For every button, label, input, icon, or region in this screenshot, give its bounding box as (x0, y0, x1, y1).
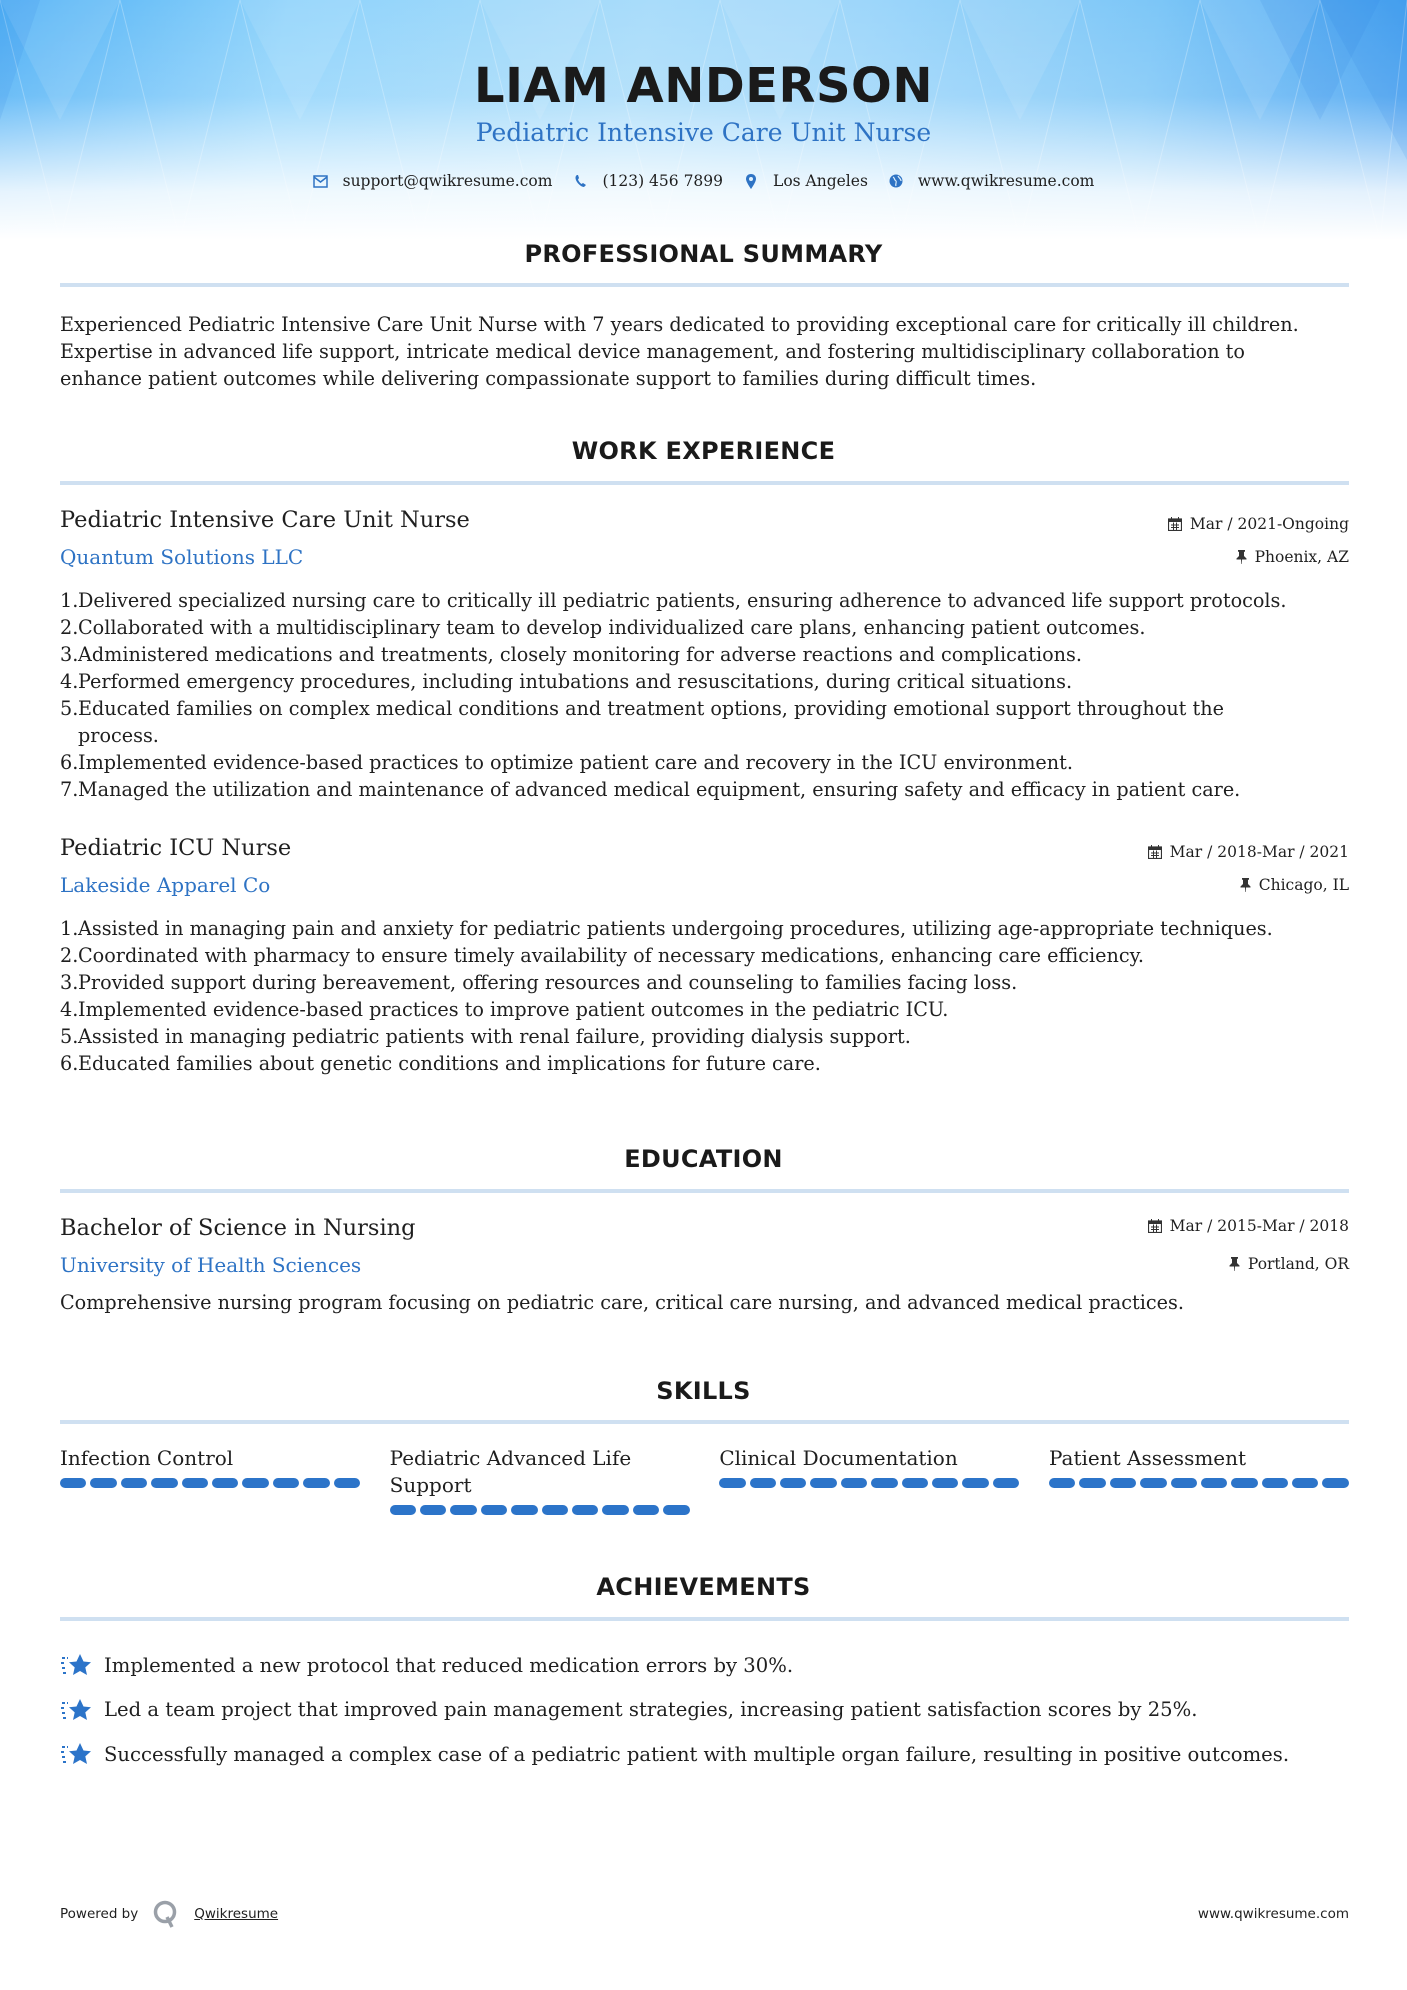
section-heading-experience: WORK EXPERIENCE (571, 437, 836, 465)
list-number: 3. (60, 643, 79, 666)
skill-name-line: Infection Control (60, 1446, 234, 1470)
skill-rating-bar (60, 1478, 360, 1488)
star-icon (60, 1652, 92, 1678)
contact-bar (0, 172, 1407, 190)
list-text: Collaborated with a multidisciplinary team to develop individualized care plans, enhancing patient outcomes. (78, 616, 1146, 639)
list-text-line: Educated families on complex medical conditions and treatment options, providing emotional support throughout the (78, 697, 1224, 720)
summary-line: enhance patient outcomes while delivering compassionate support to families during difficult times. (60, 367, 1037, 390)
contact-location-text: Los Angeles (773, 172, 868, 190)
calendar-icon (1148, 1219, 1162, 1233)
list-item (60, 641, 1355, 668)
list-number: 1. (60, 589, 79, 612)
skill-name-line: Pediatric Advanced Life (389, 1446, 632, 1470)
skill-rating-bar (719, 1478, 1019, 1488)
resume-header (0, 0, 1407, 240)
star-icon (60, 1741, 92, 1767)
list-item (60, 776, 1355, 803)
list-text: Educated families about genetic conditions and implications for future care. (78, 1052, 821, 1075)
envelope-icon (313, 173, 329, 189)
skill-item (60, 1445, 360, 1515)
list-item (60, 614, 1355, 641)
list-number: 2. (60, 944, 79, 967)
list-text: Implemented evidence-based practices to improve patient outcomes in the pediatric ICU. (78, 998, 949, 1021)
contact-email-text: support@qwikresume.com (342, 172, 553, 190)
job-location-text: Chicago, IL (1258, 876, 1349, 894)
list-number: 3. (60, 971, 79, 994)
list-number: 1. (60, 917, 79, 940)
section-divider (60, 1617, 1349, 1621)
job-location (1236, 548, 1349, 566)
school-name: University of Health Sciences (60, 1253, 362, 1277)
achievement-text: Implemented a new protocol that reduced medication errors by 30%. (104, 1653, 794, 1677)
skill-item (719, 1445, 1019, 1515)
list-item (60, 969, 1355, 996)
section-divider (60, 481, 1349, 485)
contact-location (743, 172, 868, 190)
list-number: 5. (60, 1025, 79, 1048)
list-number: 4. (60, 998, 79, 1021)
list-item (60, 915, 1355, 942)
qwikresume-link[interactable]: Qwikresume (194, 1906, 279, 1922)
education-description: Comprehensive nursing program focusing on pediatric care, critical care nursing, and advanced medical practices. (60, 1291, 1184, 1314)
qwikresume-logo-icon (152, 1900, 180, 1928)
education-dates (1148, 1217, 1349, 1235)
achievement-text: Led a team project that improved pain management strategies, increasing patient satisfaction scores by 25%. (104, 1698, 1198, 1722)
achievement-item (60, 1643, 1360, 1688)
section-heading-education: EDUCATION (624, 1145, 783, 1173)
contact-phone-text: (123) 456 7899 (602, 172, 724, 190)
job-company: Quantum Solutions LLC (60, 545, 304, 569)
achievement-item (60, 1732, 1360, 1777)
list-item (60, 587, 1355, 614)
list-number: 6. (60, 1052, 79, 1075)
list-text: Implemented evidence-based practices to optimize patient care and recovery in the ICU environment. (78, 751, 1073, 774)
list-text: Delivered specialized nursing care to critically ill pediatric patients, ensuring adherence to advanced life support protocols. (78, 589, 1287, 612)
candidate-name: LIAM ANDERSON (473, 58, 934, 114)
contact-email[interactable] (313, 172, 553, 190)
footer (60, 1900, 1349, 1928)
pushpin-icon (1236, 550, 1247, 564)
list-text-line: process. (78, 724, 159, 747)
list-text: Assisted in managing pain and anxiety for pediatric patients undergoing procedures, utilizing age-appropriate techniques. (78, 917, 1273, 940)
job-location (1240, 876, 1349, 894)
achievement-item (60, 1688, 1360, 1733)
list-text: Administered medications and treatments, closely monitoring for adverse reactions and complications. (78, 643, 1082, 666)
list-item (60, 1050, 1355, 1077)
degree-title: Bachelor of Science in Nursing (60, 1215, 416, 1241)
skill-rating-bar (390, 1505, 690, 1515)
list-number: 7. (60, 778, 79, 801)
section-heading-skills: SKILLS (656, 1377, 751, 1405)
education-location (1229, 1255, 1349, 1273)
star-icon (60, 1697, 92, 1723)
list-item (60, 1023, 1355, 1050)
list-number: 2. (60, 616, 79, 639)
job-duties-list (60, 915, 1355, 1077)
candidate-title: Pediatric Intensive Care Unit Nurse (475, 118, 932, 147)
job-title: Pediatric ICU Nurse (60, 835, 292, 861)
list-number: 6. (60, 751, 79, 774)
summary-line: Expertise in advanced life support, intricate medical device management, and fostering multidisciplinary collaboration to (60, 340, 1245, 363)
skill-rating-bar (1049, 1478, 1349, 1488)
calendar-icon (1148, 845, 1162, 859)
section-divider (60, 1189, 1349, 1193)
contact-phone[interactable] (572, 172, 723, 190)
education-dates-text: Mar / 2015-Mar / 2018 (1169, 1217, 1349, 1235)
section-divider (60, 1420, 1349, 1424)
footer-website[interactable]: www.qwikresume.com (1197, 1906, 1349, 1922)
summary-line: Experienced Pediatric Intensive Care Unit Nurse with 7 years dedicated to providing exceptional care for critically ill children. (60, 313, 1299, 336)
list-item (60, 668, 1355, 695)
pushpin-icon (1240, 878, 1251, 892)
section-divider (60, 283, 1349, 287)
contact-website-text: www.qwikresume.com (917, 172, 1095, 190)
skill-item (390, 1445, 690, 1515)
pushpin-icon (1229, 1257, 1240, 1271)
list-number: 5. (60, 697, 79, 720)
skill-name (719, 1445, 1019, 1472)
achievements-list (60, 1643, 1360, 1777)
job-dates (1168, 515, 1349, 533)
list-number: 4. (60, 670, 79, 693)
job-dates-text: Mar / 2021-Ongoing (1189, 515, 1349, 533)
job-dates (1148, 843, 1349, 861)
list-item (60, 996, 1355, 1023)
list-text: Managed the utilization and maintenance of advanced medical equipment, ensuring safety and efficacy in patient care. (78, 778, 1241, 801)
skill-name (1049, 1445, 1349, 1472)
list-text: Coordinated with pharmacy to ensure timely availability of necessary medications, enhancing care efficiency. (78, 944, 1144, 967)
contact-website[interactable] (888, 172, 1094, 190)
list-item (60, 942, 1355, 969)
job-company: Lakeside Apparel Co (60, 873, 271, 897)
skill-name (390, 1445, 690, 1499)
map-marker-icon (743, 173, 759, 189)
calendar-icon (1168, 517, 1182, 531)
skill-name-line: Clinical Documentation (719, 1446, 958, 1470)
globe-icon (888, 173, 904, 189)
skill-name-line: Support (389, 1473, 472, 1497)
phone-icon (572, 173, 588, 189)
skill-item (1049, 1445, 1349, 1515)
list-text: Provided support during bereavement, offering resources and counseling to families facing loss. (78, 971, 1018, 994)
achievement-text: Successfully managed a complex case of a pediatric patient with multiple organ failure, resulting in positive outcomes. (104, 1742, 1290, 1766)
education-location-text: Portland, OR (1247, 1255, 1349, 1273)
section-heading-achievements: ACHIEVEMENTS (596, 1573, 811, 1601)
powered-by (60, 1900, 278, 1928)
job-location-text: Phoenix, AZ (1254, 548, 1349, 566)
job-title: Pediatric Intensive Care Unit Nurse (60, 507, 470, 533)
skills-grid (60, 1445, 1349, 1515)
list-text: Assisted in managing pediatric patients with renal failure, providing dialysis support. (78, 1025, 911, 1048)
list-item (60, 695, 1355, 749)
skill-name-line: Patient Assessment (1048, 1446, 1247, 1470)
skill-name (60, 1445, 360, 1472)
list-text: Performed emergency procedures, including intubations and resuscitations, during critical situations. (78, 670, 1073, 693)
section-heading-summary: PROFESSIONAL SUMMARY (524, 240, 883, 268)
summary-text (60, 311, 1350, 392)
job-duties-list (60, 587, 1355, 803)
list-text (78, 695, 1224, 749)
job-dates-text: Mar / 2018-Mar / 2021 (1169, 843, 1349, 861)
powered-by-label: Powered by (60, 1906, 139, 1922)
list-item (60, 749, 1355, 776)
